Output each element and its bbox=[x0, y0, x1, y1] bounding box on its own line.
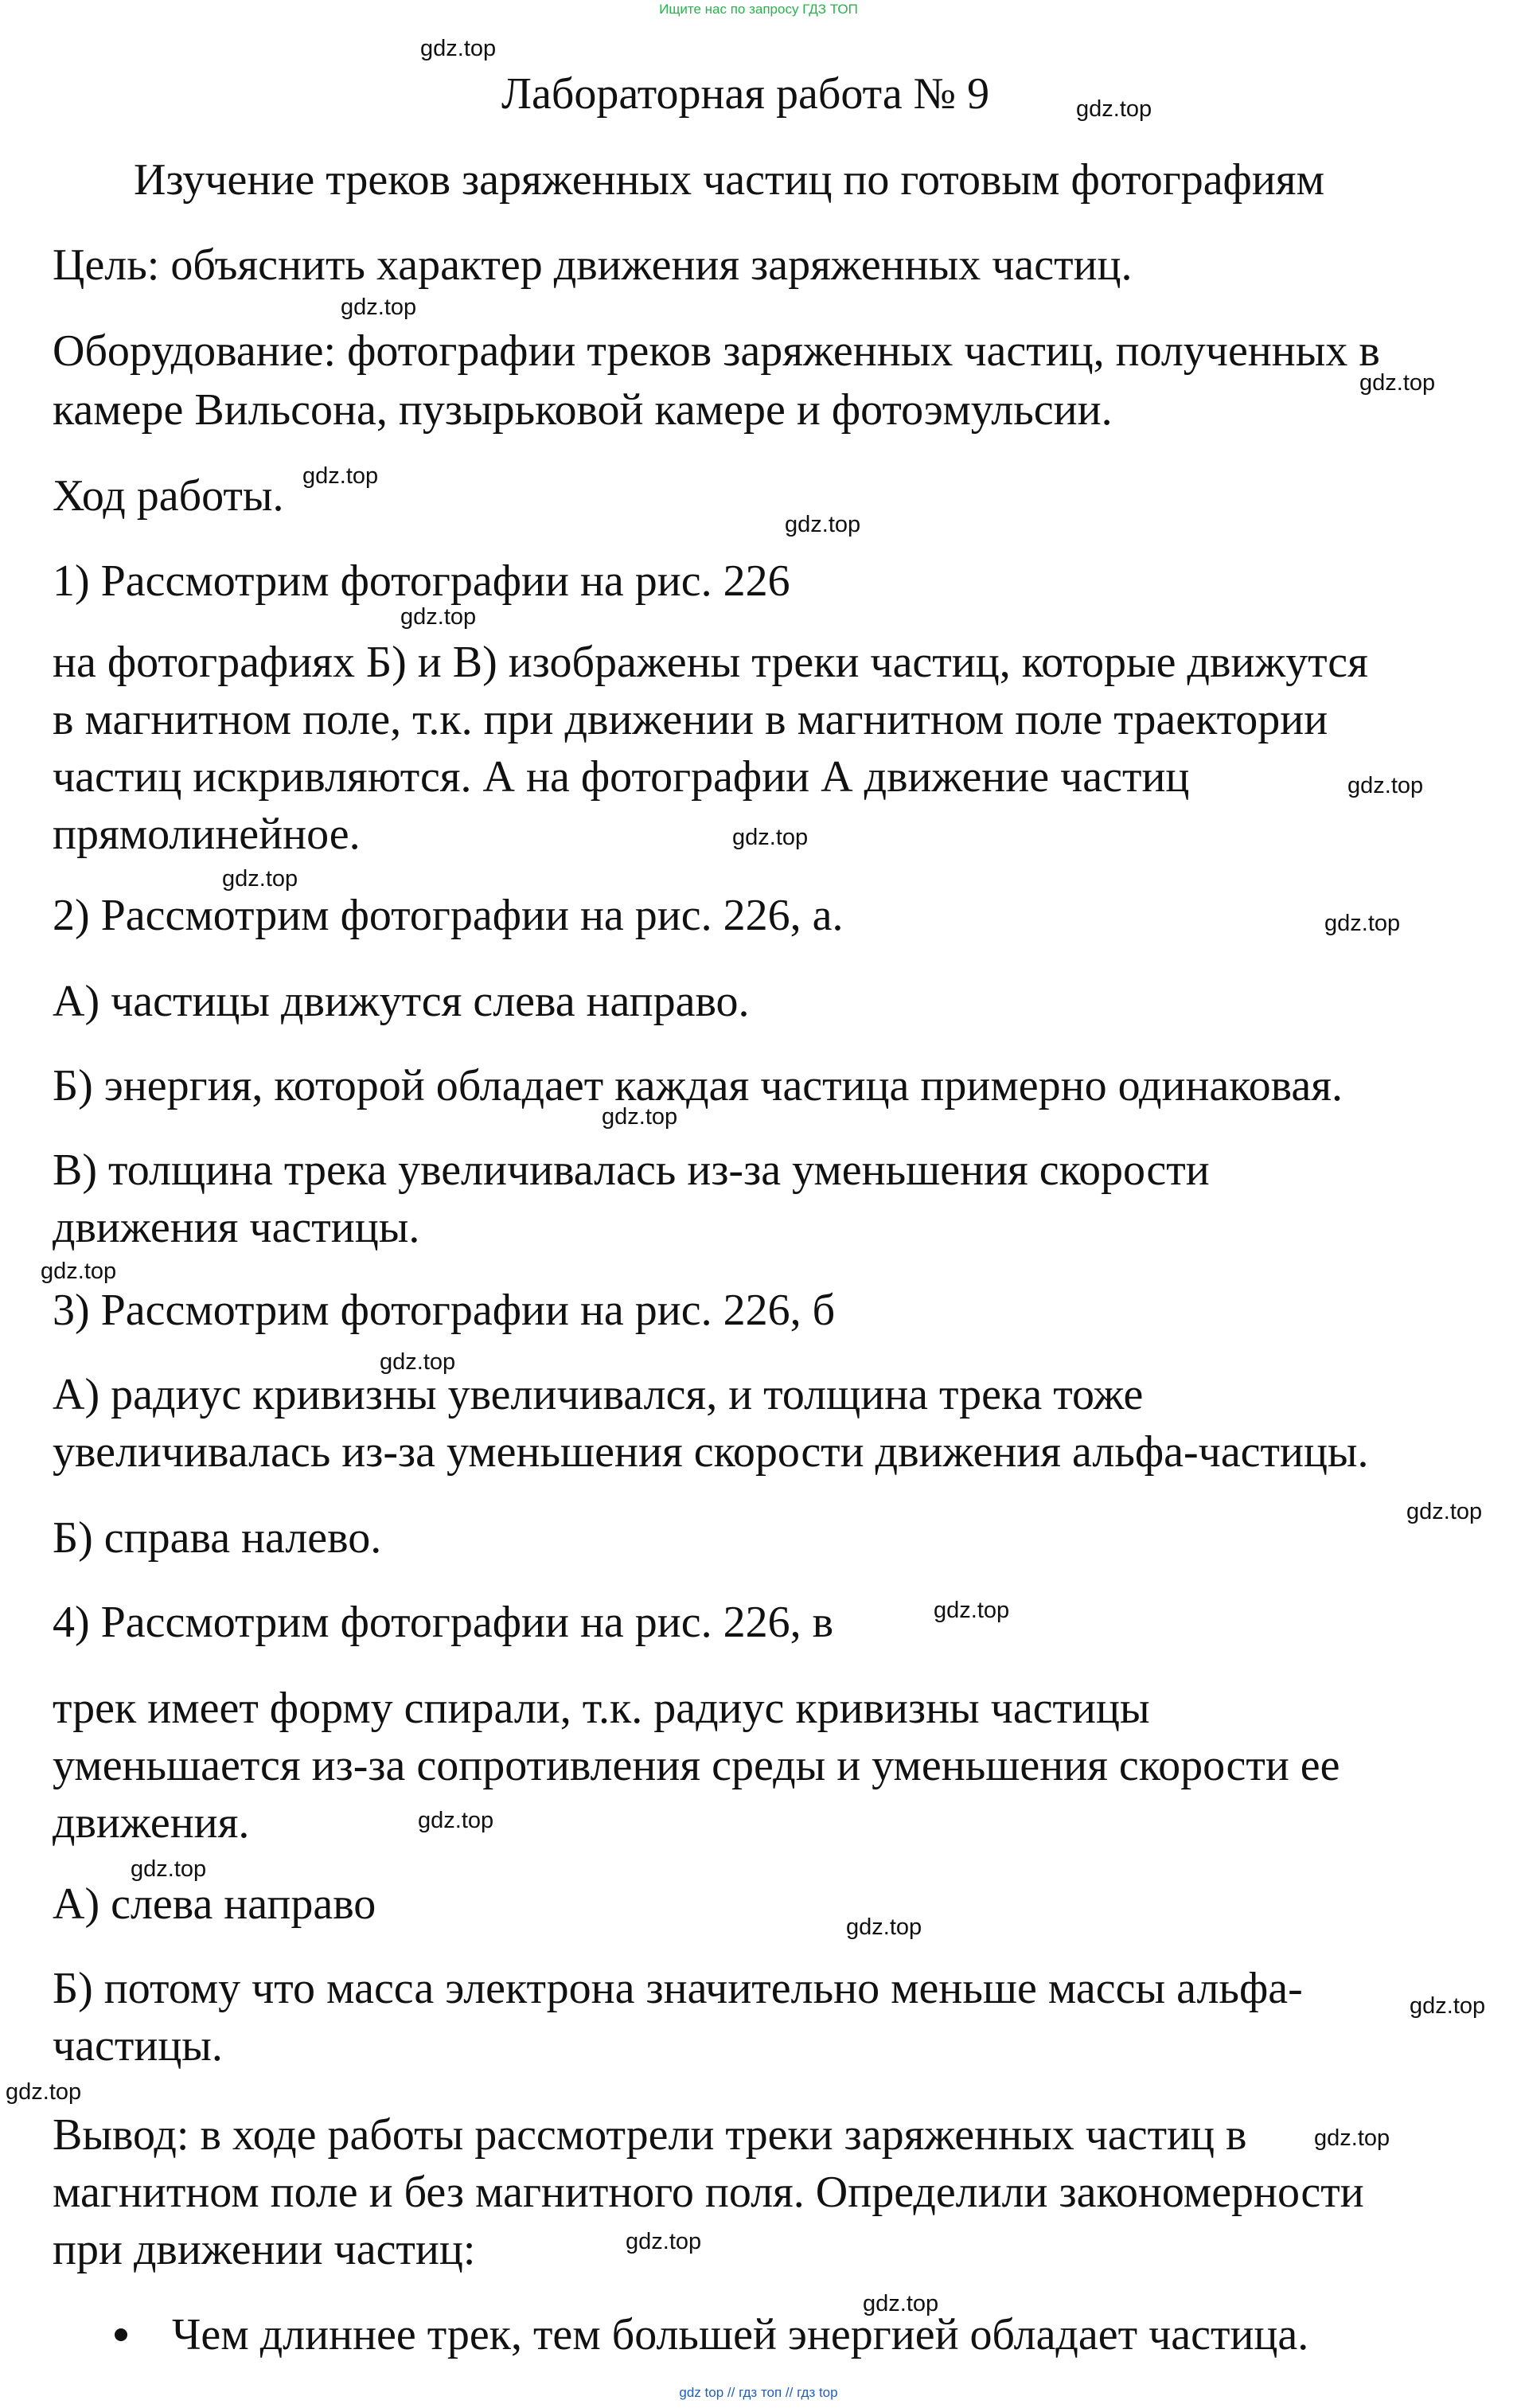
conclusion-line-3: при движении частиц: bbox=[53, 2225, 476, 2274]
watermark: gdz.top bbox=[6, 2079, 82, 2105]
equipment-line-1: Оборудование: фотографии треков заряженных частиц, полученных в bbox=[53, 326, 1380, 376]
step2-item-b: Б) энергия, которой обладает каждая частица примерно одинаковая. bbox=[53, 1061, 1343, 1110]
watermark: gdz.top bbox=[846, 1914, 922, 1940]
step3-heading: 3) Рассмотрим фотографии на рис. 226, б bbox=[53, 1286, 836, 1335]
step1-line-2: в магнитном поле, т.к. при движении в магнитном поле траектории bbox=[53, 695, 1328, 744]
watermark: gdz.top bbox=[418, 1808, 494, 1833]
bullet-item: Чем длиннее трек, тем большей энергией обладает частица. bbox=[172, 2310, 1309, 2359]
watermark: gdz.top bbox=[1410, 1993, 1486, 2019]
step3-item-a-line-2: увеличивалась из-за уменьшения скорости движения альфа-частицы. bbox=[53, 1427, 1369, 1477]
step2-item-a: А) частицы движутся слева направо. bbox=[53, 977, 750, 1026]
watermark: gdz.top bbox=[302, 463, 379, 489]
watermark: gdz.top bbox=[1406, 1499, 1483, 1524]
bullet-icon bbox=[115, 2328, 127, 2341]
page-subtitle: Изучение треков заряженных частиц по готовым фотографиям bbox=[134, 155, 1325, 205]
top-banner: Ищите нас по запросу ГДЗ ТОП bbox=[659, 2, 858, 17]
watermark: gdz.top bbox=[934, 1598, 1010, 1623]
watermark: gdz.top bbox=[1314, 2125, 1390, 2151]
watermark: gdz.top bbox=[41, 1259, 117, 1284]
watermark: gdz.top bbox=[1359, 370, 1436, 396]
step4-item-b-line-1: Б) потому что масса электрона значительно меньше массы альфа- bbox=[53, 1964, 1303, 2013]
watermark: gdz.top bbox=[863, 2291, 939, 2316]
bottom-banner: gdz top // гдз топ // гдз top bbox=[679, 2385, 838, 2400]
step3-item-b: Б) справа налево. bbox=[53, 1513, 382, 1563]
conclusion-line-1: Вывод: в ходе работы рассмотрели треки заряженных частиц в bbox=[53, 2110, 1247, 2160]
step4-item-b-line-2: частицы. bbox=[53, 2021, 223, 2070]
step2-heading: 2) Рассмотрим фотографии на рис. 226, а. bbox=[53, 891, 844, 940]
watermark: gdz.top bbox=[380, 1349, 456, 1375]
watermark: gdz.top bbox=[602, 1104, 678, 1130]
step4-line-3: движения. bbox=[53, 1798, 250, 1848]
step1-line-1: на фотографиях Б) и В) изображены треки частиц, которые движутся bbox=[53, 638, 1368, 687]
watermark: gdz.top bbox=[1076, 96, 1152, 122]
watermark: gdz.top bbox=[785, 512, 861, 537]
step4-line-2: уменьшается из-за сопротивления среды и уменьшения скорости ее bbox=[53, 1741, 1340, 1790]
watermark: gdz.top bbox=[732, 825, 809, 850]
step3-item-a-line-1: А) радиус кривизны увеличивался, и толщина трека тоже bbox=[53, 1370, 1144, 1419]
watermark: gdz.top bbox=[626, 2229, 702, 2254]
watermark: gdz.top bbox=[420, 36, 497, 61]
step2-item-c-line-2: движения частицы. bbox=[53, 1203, 420, 1252]
step4-line-1: трек имеет форму спирали, т.к. радиус кривизны частицы bbox=[53, 1684, 1150, 1733]
watermark: gdz.top bbox=[341, 295, 417, 320]
watermark: gdz.top bbox=[1324, 911, 1401, 936]
step1-line-3: частиц искривляются. А на фотографии А движение частиц bbox=[53, 752, 1190, 802]
step4-item-a: А) слева направо bbox=[53, 1879, 376, 1929]
step4-heading: 4) Рассмотрим фотографии на рис. 226, в bbox=[53, 1598, 834, 1647]
step1-line-4: прямолинейное. bbox=[53, 810, 361, 859]
watermark: gdz.top bbox=[400, 604, 477, 630]
equipment-line-2: камере Вильсона, пузырьковой камере и фотоэмульсии. bbox=[53, 385, 1113, 435]
watermark: gdz.top bbox=[131, 1856, 207, 1882]
step1-heading: 1) Рассмотрим фотографии на рис. 226 bbox=[53, 556, 790, 606]
watermark: gdz.top bbox=[222, 866, 298, 892]
conclusion-line-2: магнитном поле и без магнитного поля. Определили закономерности bbox=[53, 2168, 1364, 2217]
goal-text: Цель: объяснить характер движения заряженных частиц. bbox=[53, 240, 1133, 290]
step2-item-c-line-1: В) толщина трека увеличивалась из-за уменьшения скорости bbox=[53, 1145, 1210, 1195]
watermark: gdz.top bbox=[1347, 773, 1424, 798]
page-title: Лабораторная работа № 9 bbox=[501, 69, 990, 119]
procedure-heading: Ход работы. bbox=[53, 471, 284, 521]
